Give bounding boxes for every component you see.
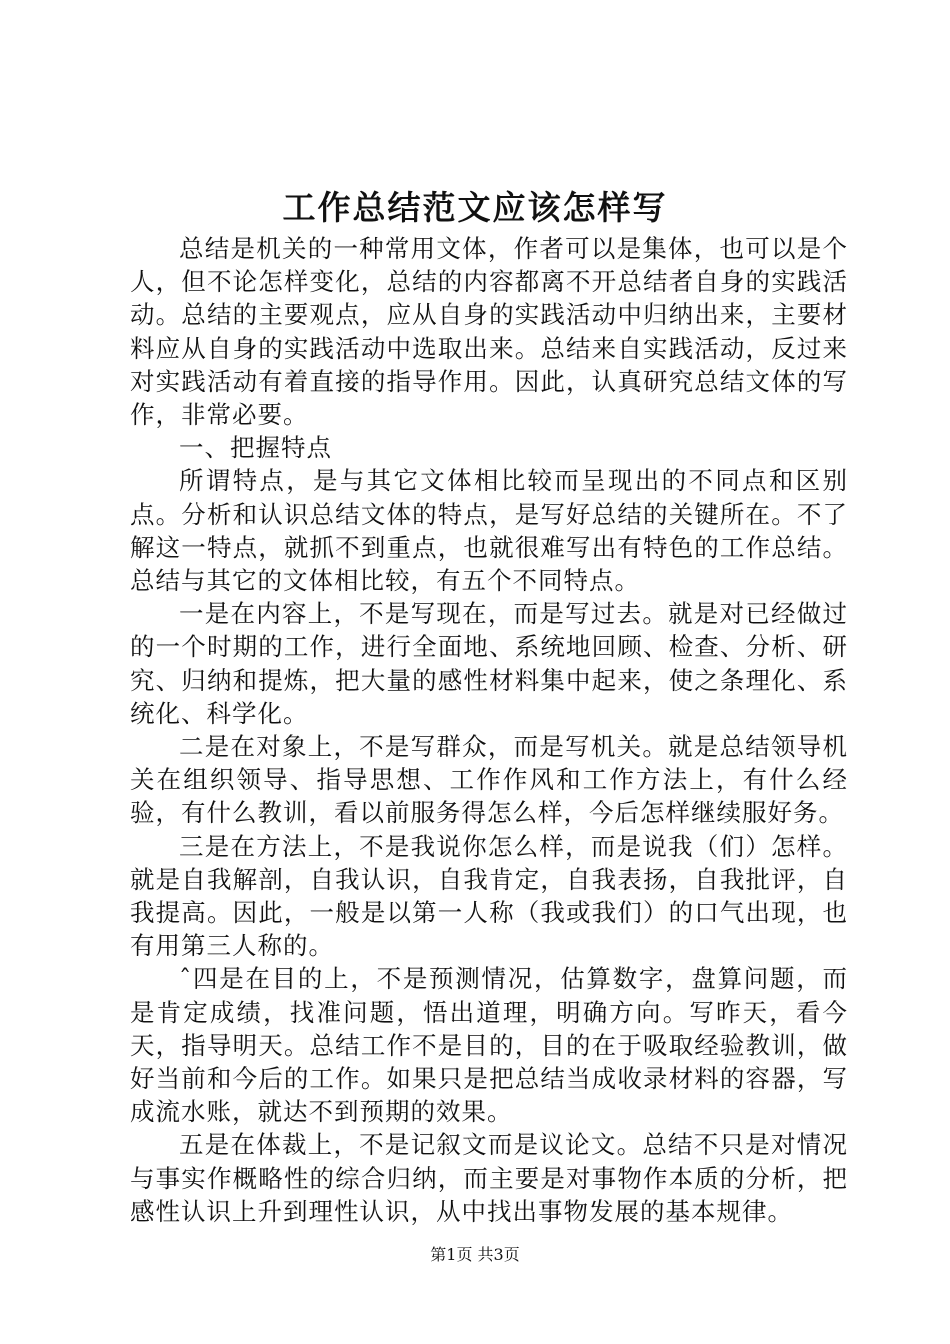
document-title: 工作总结范文应该怎样写 [282, 188, 668, 227]
paragraph-point-one: 一是在内容上，不是写现在，而是写过去。就是对已经做过的一个时期的工作，进行全面地、系统地回顾、检查、分析、研究、归纳和提炼，把大量的感性材料集中起来，使之条理化、系统化、科学化。 [130, 599, 848, 728]
paragraph-point-five: 五是在体裁上，不是记叙文而是议论文。总结不只是对情况与事实作概略性的综合归纳，而主要是对事物作本质的分析，把感性认识上升到理性认识，从中找出事物发展的基本规律。 [130, 1130, 848, 1226]
document-body [130, 232, 848, 1228]
paragraph-characteristics: 所谓特点，是与其它文体相比较而呈现出的不同点和区别点。分析和认识总结文体的特点，是写好总结的关键所在。不了解这一特点，就抓不到重点，也就很难写出有特色的工作总结。总结与其它的文体相比较，有五个不同特点。 [130, 466, 848, 596]
paragraph-point-two: 二是在对象上，不是写群众，而是写机关。就是总结领导机关在组织领导、指导思想、工作作风和工作方法上，有什么经验，有什么教训，看以前服务得怎么样，今后怎样继续服好务。 [130, 732, 848, 828]
page-number-footer: 第1页 共3页 [430, 1245, 520, 1264]
paragraph-point-three: 三是在方法上，不是我说你怎么样，而是说我（们）怎样。就是自我解剖，自我认识，自我肯定，自我表扬，自我批评，自我提高。因此，一般是以第一人称（我或我们）的口气出现，也有用第三人称的。 [130, 831, 848, 961]
section-heading: 一、把握特点 [179, 433, 332, 463]
paragraph-intro: 总结是机关的一种常用文体，作者可以是集体，也可以是个人，但不论怎样变化，总结的内容都离不开总结者自身的实践活动。总结的主要观点，应从自身的实践活动中归纳出来，主要材料应从自身的实践活动中选取出来。总结来自实践活动，反过来对实践活动有着直接的指导作用。因此，认真研究总结文体的写作，非常必要。 [130, 234, 848, 430]
paragraph-point-four: ˆ四是在目的上，不是预测情况，估算数字，盘算问题，而是肯定成绩，找准问题，悟出道理，明确方向。写昨天，看今天，指导明天。总结工作不是目的，目的在于吸取经验教训，做好当前和今后的工作。如果只是把总结当成收录材料的容器，写成流水账，就达不到预期的效果。 [130, 964, 848, 1127]
